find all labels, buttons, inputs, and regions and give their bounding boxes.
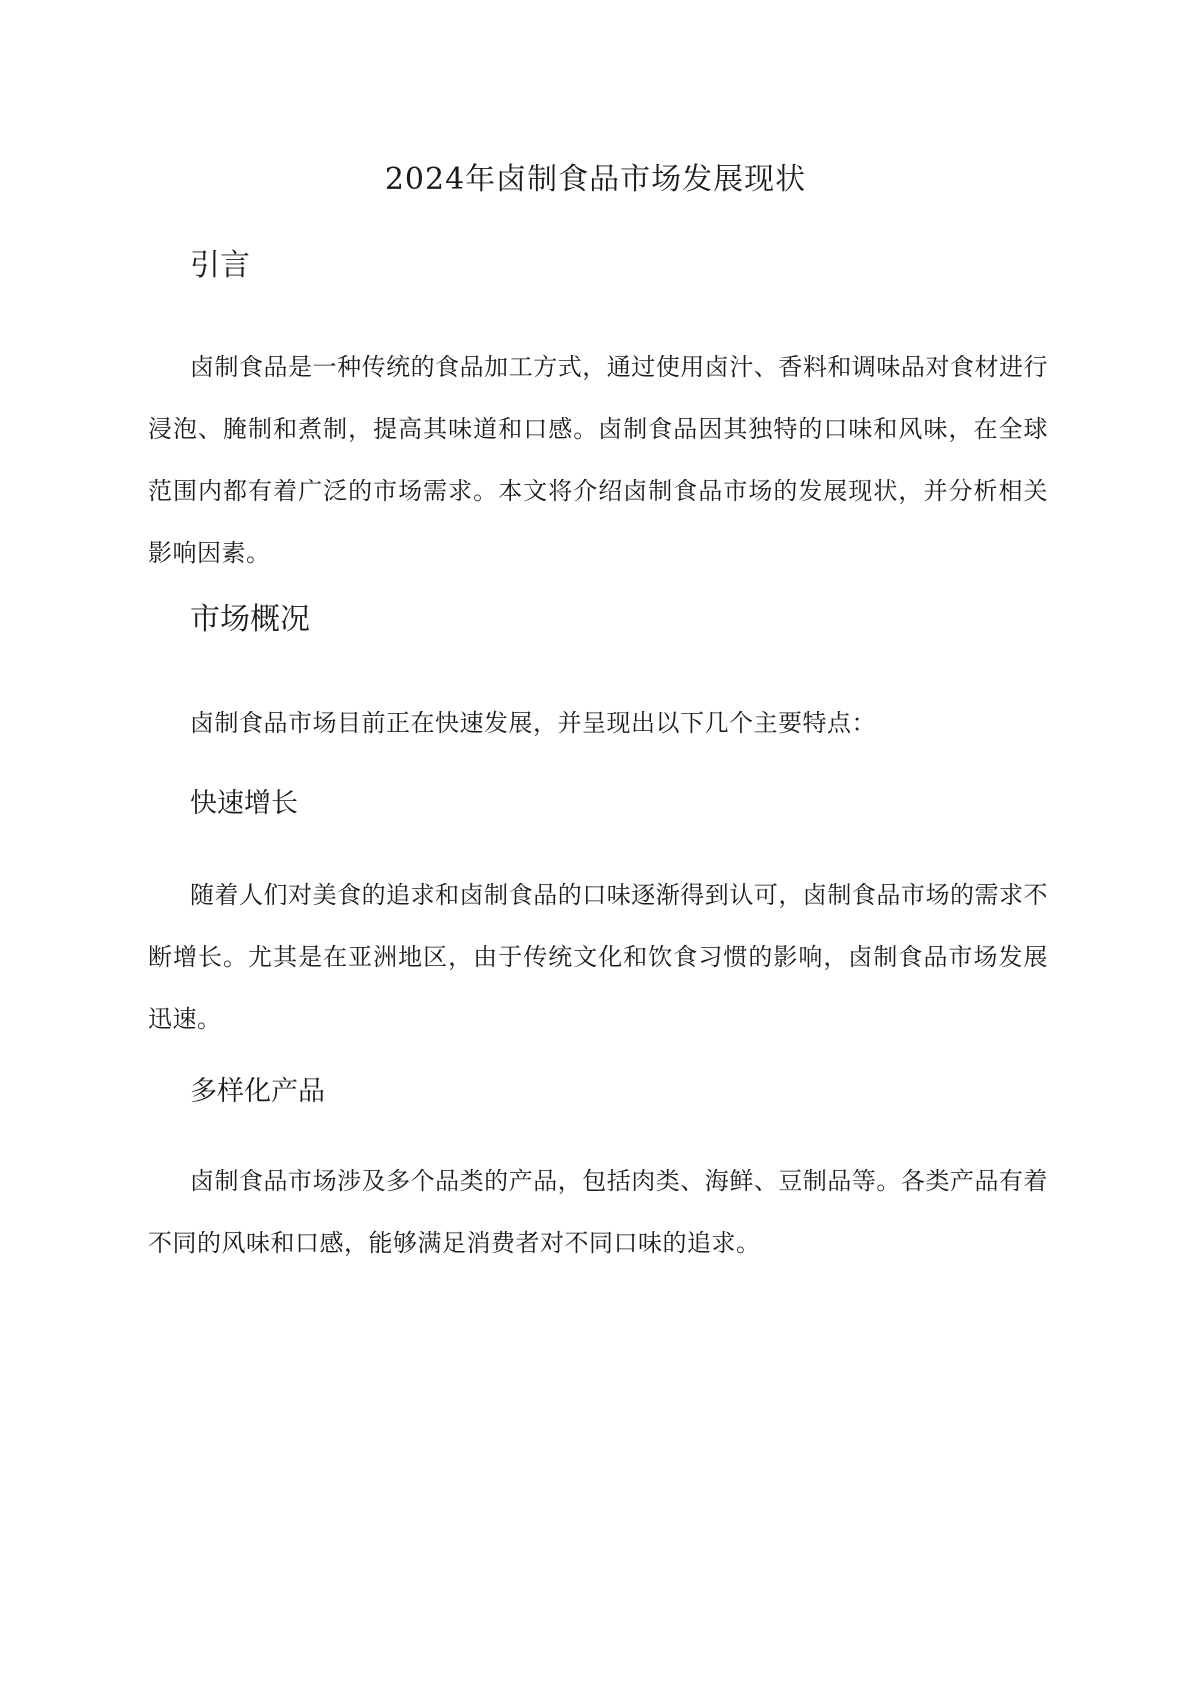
section-heading-market-overview: 市场概况 (190, 602, 310, 637)
subsection-heading-diversified-products: 多样化产品 (190, 1076, 325, 1107)
paragraph-market-overview: 卤制食品市场目前正在快速发展，并呈现出以下几个主要特点： (190, 709, 876, 737)
section-heading-introduction: 引言 (190, 248, 250, 283)
paragraph-diversified-products: 卤制食品市场涉及多个品类的产品，包括肉类、海鲜、豆制品等。各类产品有着不同的风味和口感，能够满足消费者对不同口味的追求。 (148, 1167, 1048, 1257)
subsection-heading-rapid-growth: 快速增长 (190, 788, 298, 819)
paragraph-rapid-growth: 随着人们对美食的追求和卤制食品的口味逐渐得到认可，卤制食品市场的需求不断增长。尤其是在亚洲地区，由于传统文化和饮食习惯的影响，卤制食品市场发展迅速。 (148, 881, 1048, 1033)
document-title: 2024年卤制食品市场发展现状 (384, 162, 807, 197)
paragraph-introduction: 卤制食品是一种传统的食品加工方式，通过使用卤汁、香料和调味品对食材进行浸泡、腌制和煮制，提高其味道和口感。卤制食品因其独特的口味和风味，在全球范围内都有着广泛的市场需求。本文将介绍卤制食品市场的发展现状，并分析相关影响因素。 (148, 353, 1048, 567)
